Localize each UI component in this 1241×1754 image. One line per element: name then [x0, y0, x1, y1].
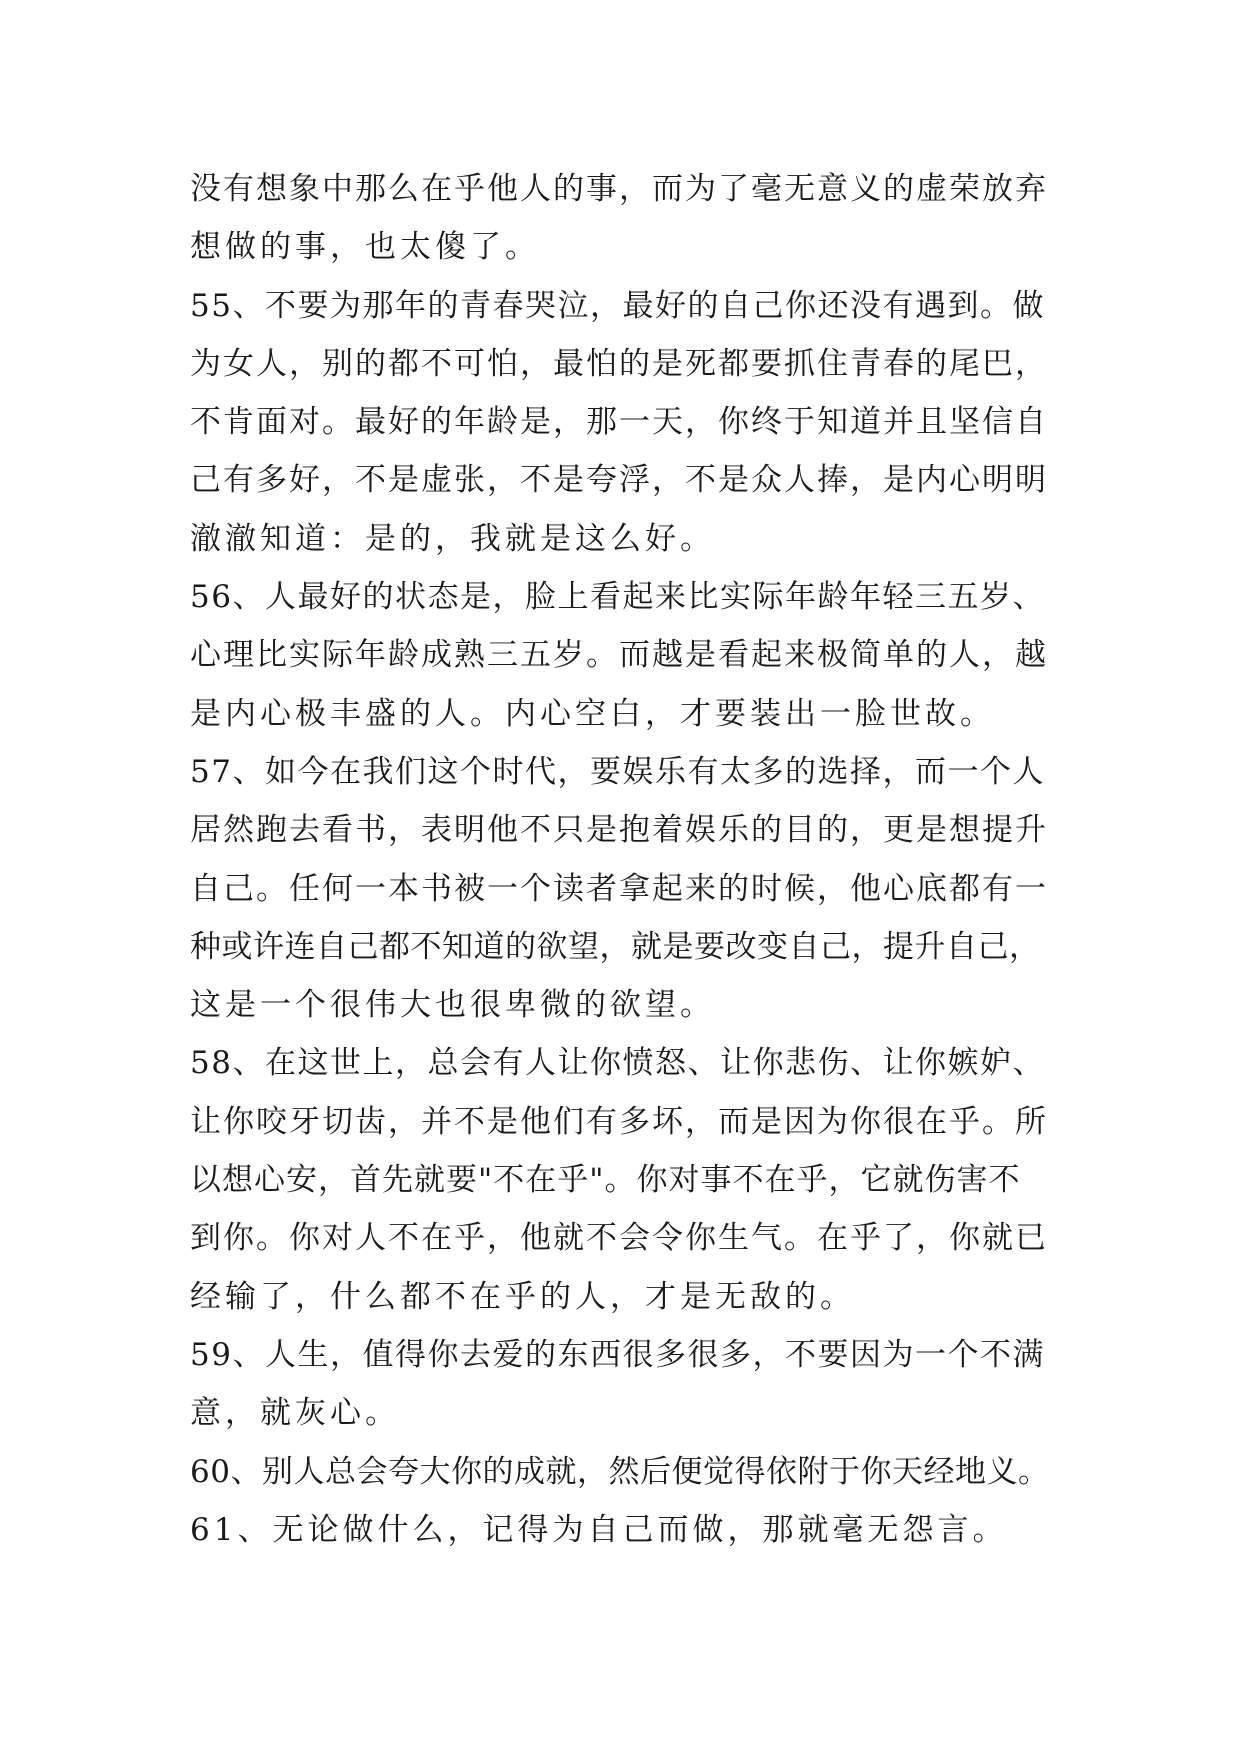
text-line: 60、别人总会夸大你的成就，然后便觉得依附于你天经地义。: [190, 1453, 1050, 1490]
text-line: 己有多好，不是虚张，不是夸浮，不是众人捧，是内心明明: [190, 462, 1048, 499]
text-line: 想做的事，也太傻了。: [190, 229, 540, 266]
text-line: 为女人，别的都不可怕，最怕的是死都要抓住青春的尾巴，: [190, 345, 1048, 382]
text-line: 没有想象中那么在乎他人的事，而为了毫无意义的虚荣放弃: [190, 171, 1048, 207]
text-line: 让你咬牙切齿，并不是他们有多坏，而是因为你很在乎。所: [190, 1103, 1048, 1140]
text-line: 种或许连自己都不知道的欲望，就是要改变自己，提升自己，: [190, 928, 1041, 965]
text-line: 55、不要为那年的青春哭泣，最好的自己你还没有遇到。做: [190, 287, 1045, 324]
text-line: 不肯面对。最好的年龄是，那一天，你终于知道并且坚信自: [190, 404, 1048, 441]
text-line: 到你。你对人不在乎，他就不会令你生气。在乎了，你就已: [190, 1220, 1048, 1257]
text-line: 居然跑去看书，表明他不只是抱着娱乐的目的，更是想提升: [190, 812, 1048, 849]
text-line: 自己。任何一本书被一个读者拿起来的时候，他心底都有一: [190, 870, 1048, 907]
text-line: 以想心安，首先就要"不在乎"。你对事不在乎，它就伤害不: [190, 1162, 1021, 1199]
text-line: 心理比实际年龄成熟三五岁。而越是看起来极简单的人，越: [190, 637, 1048, 674]
text-line: 意，就灰心。: [190, 1395, 400, 1432]
text-line: 56、人最好的状态是，脸上看起来比实际年龄年轻三五岁、: [190, 579, 1045, 616]
text-line: 58、在这世上，总会有人让你愤怒、让你悲伤、让你嫉妒、: [190, 1045, 1045, 1082]
text-line: 这是一个很伟大也很卑微的欲望。: [190, 987, 715, 1024]
text-line: 澈澈知道：是的，我就是这么好。: [190, 520, 715, 557]
text-line: 经输了，什么都不在乎的人，才是无敌的。: [190, 1278, 855, 1315]
text-line: 57、如今在我们这个时代，要娱乐有太多的选择，而一个人: [190, 753, 1045, 790]
text-line: 是内心极丰盛的人。内心空白，才要装出一脸世故。: [190, 695, 995, 732]
text-line: 61、无论做什么，记得为自己而做，那就毫无怨言。: [190, 1511, 1008, 1548]
document-body: [190, 160, 1050, 1559]
text-line: 59、人生，值得你去爱的东西很多很多，不要因为一个不满: [190, 1336, 1045, 1373]
